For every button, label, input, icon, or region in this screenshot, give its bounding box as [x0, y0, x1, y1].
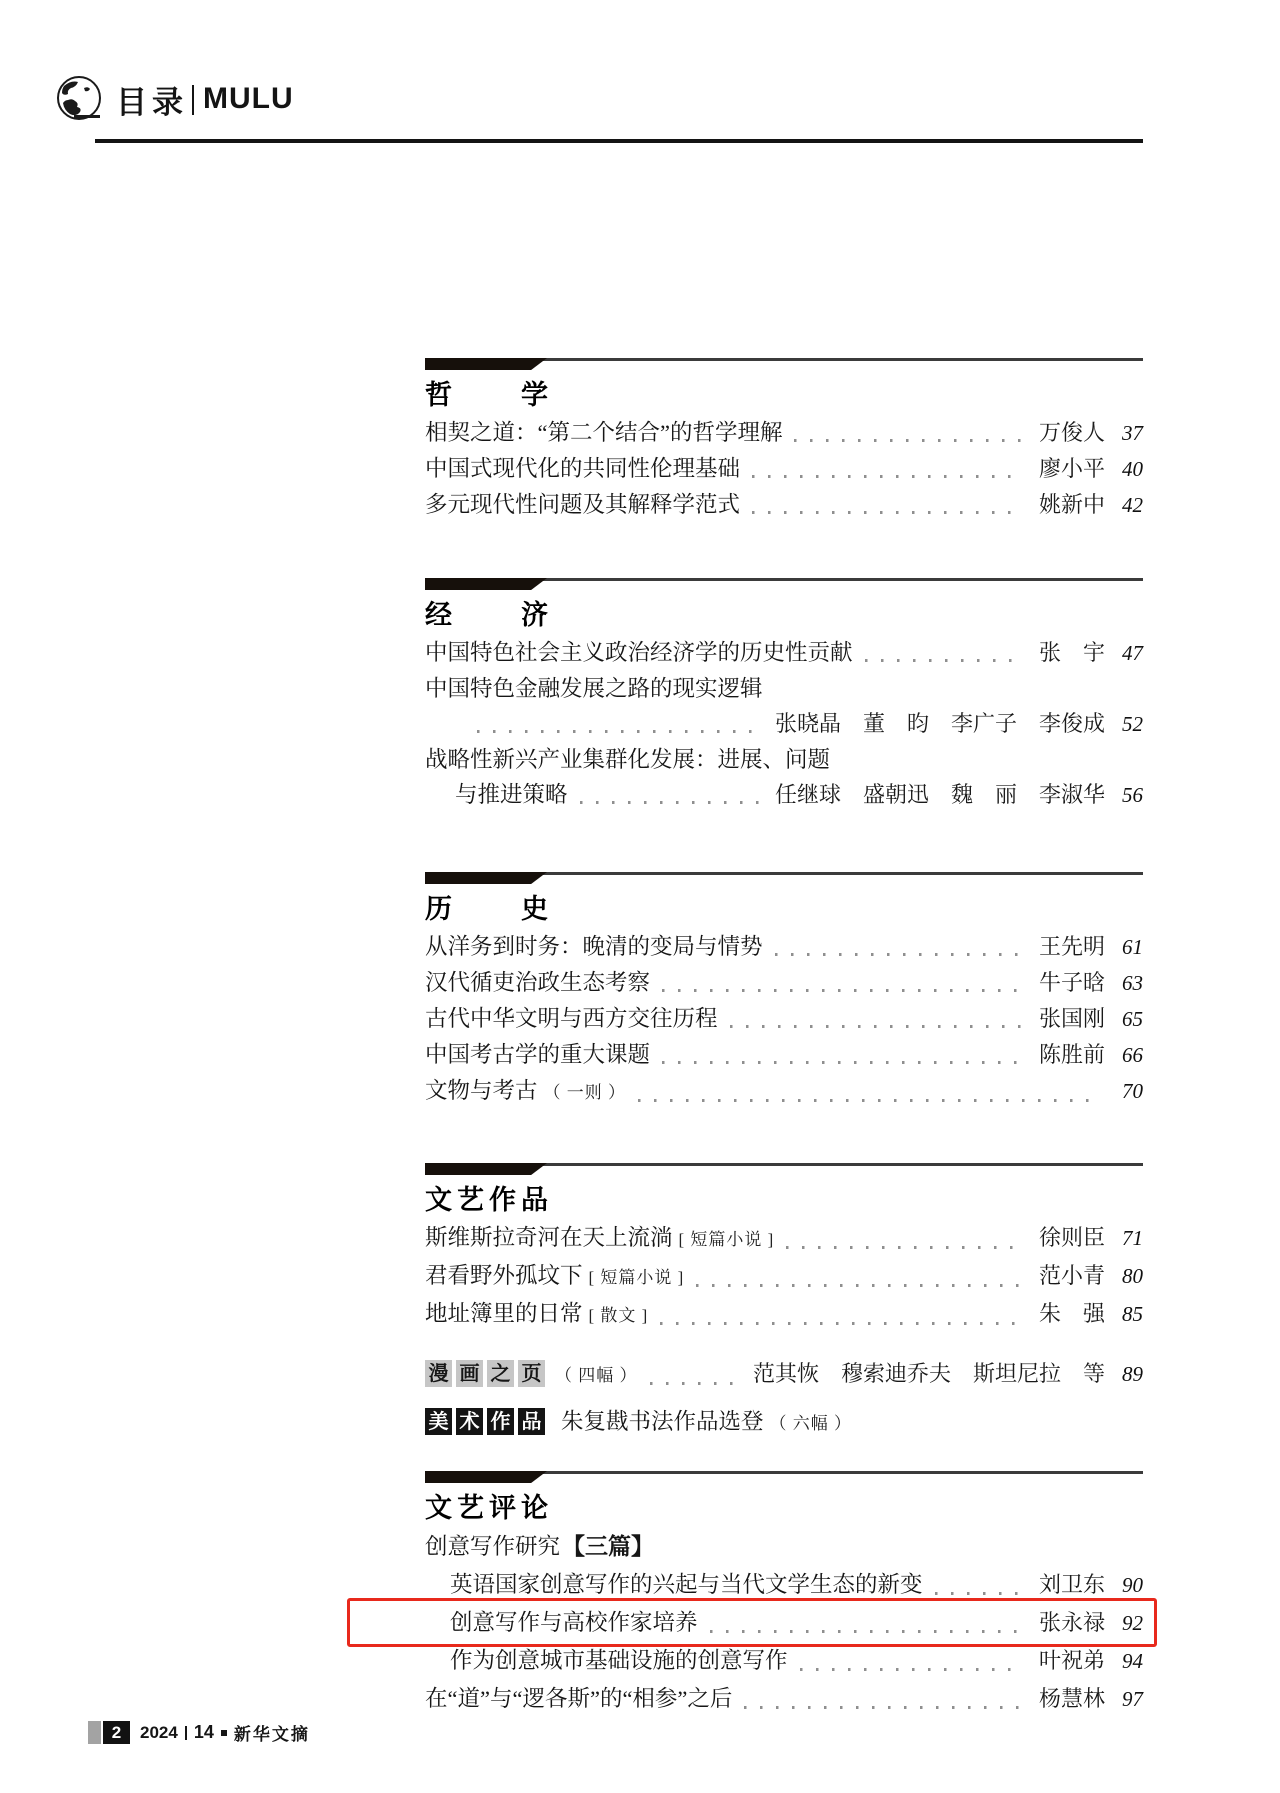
entry-page-number: 70 — [1122, 1079, 1143, 1103]
section-divider-thick-block — [425, 1163, 547, 1175]
entry-authors: 徐则臣 — [1038, 1225, 1105, 1250]
section-entry-list — [425, 929, 1143, 1111]
dotted-leader — [650, 1382, 737, 1385]
entry-title: 创意写作与高校作家培养 — [450, 1610, 698, 1635]
toc-entry-row — [425, 415, 1143, 451]
entry-genre-tag: （ 四幅 ） — [555, 1366, 638, 1385]
section-divider-thick-block — [425, 578, 547, 590]
dotted-leader — [730, 1025, 1023, 1028]
entry-page-number: 61 — [1122, 935, 1143, 959]
entry-page-number: 42 — [1122, 493, 1143, 517]
section-entry-list — [425, 1528, 1143, 1718]
entry-title: 中国特色社会主义政治经济学的历史性贡献 — [425, 640, 853, 665]
dotted-leader — [662, 989, 1023, 992]
entry-authors: 张国刚 — [1038, 1006, 1105, 1031]
dotted-leader — [580, 801, 759, 804]
entry-page-number: 85 — [1122, 1302, 1143, 1326]
entry-title: 朱复戡书法作品选登 — [561, 1409, 764, 1434]
entry-title: 在“道”与“逻各斯”的“相参”之后 — [425, 1686, 733, 1711]
section-divider-thick-block — [425, 1471, 547, 1483]
toc-entry-row — [425, 1566, 1143, 1604]
entry-authors: 张永禄 — [1038, 1610, 1105, 1635]
folio-page-number: 2 — [103, 1721, 130, 1744]
section-divider-bar — [425, 578, 1143, 590]
section-title: 哲 学 — [425, 380, 553, 410]
toc-entry-row — [425, 1642, 1143, 1680]
footer-year: 2024 — [140, 1722, 178, 1742]
section-entry-list — [425, 1220, 1143, 1442]
header-title-pinyin: MULU — [203, 82, 294, 115]
footer-issue-number: 14 — [193, 1722, 214, 1742]
dotted-leader — [786, 1246, 1023, 1249]
entry-authors: 王先明 — [1038, 934, 1105, 959]
dotted-leader — [744, 1706, 1023, 1709]
entry-page-number: 97 — [1122, 1687, 1143, 1711]
entry-title: 作为创意城市基础设施的创意写作 — [450, 1648, 788, 1673]
entry-title: 战略性新兴产业集群化发展：进展、问题 — [425, 747, 831, 772]
entry-genre-tag: [ 短篇小说 ] — [588, 1268, 685, 1287]
entry-title: 文物与考古 — [425, 1078, 538, 1103]
dotted-leader — [662, 1061, 1023, 1064]
entry-title: 创意写作研究 — [425, 1534, 561, 1559]
toc-entry-row — [425, 1404, 1143, 1442]
entry-authors: 万俊人 — [1038, 420, 1105, 445]
footer-square-bullet-icon — [221, 1730, 227, 1736]
entry-page-number: 89 — [1122, 1362, 1143, 1386]
entry-title: 君看野外孤坟下 — [425, 1263, 583, 1288]
toc-entry-row — [425, 1528, 1143, 1566]
dotted-leader — [752, 475, 1023, 478]
toc-entry-row — [425, 671, 1143, 706]
dotted-leader — [800, 1668, 1023, 1671]
section-entry-list — [425, 415, 1143, 523]
toc-entry-row — [425, 1680, 1143, 1718]
toc-entry-row — [425, 777, 1143, 813]
boxed-label-char: 之 — [487, 1360, 514, 1387]
entry-authors: 陈胜前 — [1038, 1042, 1105, 1067]
footer-divider — [185, 1726, 187, 1740]
boxed-label-char: 作 — [487, 1408, 514, 1435]
footer-magazine-name: 新华文摘 — [233, 1725, 310, 1744]
entry-title: 古代中华文明与西方交往历程 — [425, 1006, 718, 1031]
header-divider — [192, 85, 194, 115]
entry-authors: 姚新中 — [1038, 492, 1105, 517]
entry-authors: 杨慧林 — [1038, 1686, 1105, 1711]
entry-page-number: 37 — [1122, 421, 1143, 445]
section-divider-bar — [425, 1163, 1143, 1175]
section-literary-criticism — [425, 1471, 1143, 1718]
entry-page-number: 65 — [1122, 1007, 1143, 1031]
toc-entry-row — [425, 635, 1143, 671]
entry-authors: 刘卫东 — [1038, 1572, 1105, 1597]
entry-authors: 范小青 — [1038, 1263, 1105, 1288]
boxed-label-char: 漫 — [425, 1360, 452, 1387]
section-divider-bar — [425, 358, 1143, 370]
entry-genre-tag: [ 散文 ] — [588, 1306, 649, 1325]
entry-page-number: 66 — [1122, 1043, 1143, 1067]
section-economics — [425, 578, 1143, 813]
entry-authors: 任继球 盛朝迅 魏 丽 李淑华 — [774, 782, 1105, 807]
dotted-leader — [660, 1322, 1023, 1325]
dotted-leader — [477, 730, 759, 733]
entry-title: 斯维斯拉奇河在天上流淌 — [425, 1225, 673, 1250]
entry-authors: 廖小平 — [1038, 456, 1105, 481]
entry-page-number: 94 — [1122, 1649, 1143, 1673]
entry-authors: 张晓晶 董 昀 李广子 李俊成 — [774, 711, 1105, 736]
boxed-label-char: 术 — [456, 1408, 483, 1435]
dotted-leader — [794, 439, 1023, 442]
section-title: 文艺评论 — [425, 1493, 553, 1523]
toc-entry-row — [425, 1604, 1143, 1642]
section-history — [425, 872, 1143, 1111]
dotted-leader — [752, 511, 1023, 514]
entry-page-number: 56 — [1122, 783, 1143, 807]
entry-page-number: 92 — [1122, 1611, 1143, 1635]
boxed-label-char: 画 — [456, 1360, 483, 1387]
entry-page-number: 40 — [1122, 457, 1143, 481]
entry-title: 英语国家创意写作的兴起与当代文学生态的新变 — [450, 1572, 923, 1597]
toc-entry-row — [425, 1073, 1143, 1111]
toc-entry-row — [425, 965, 1143, 1001]
toc-entry-row — [425, 1356, 1143, 1394]
dotted-leader — [935, 1592, 1023, 1595]
boxed-label — [425, 1360, 549, 1387]
entry-title: 地址簿里的日常 — [425, 1301, 583, 1326]
entry-genre-tag: [ 短篇小说 ] — [678, 1230, 775, 1249]
entry-authors: 朱 强 — [1038, 1301, 1105, 1326]
section-entry-list — [425, 635, 1143, 813]
boxed-label-char: 页 — [518, 1360, 545, 1387]
toc-entry-row — [425, 1220, 1143, 1258]
page-footer — [88, 1720, 310, 1745]
toc-entry-row — [425, 487, 1143, 523]
section-divider-thick-block — [425, 872, 547, 884]
entry-count-tag: 【三篇】 — [562, 1534, 655, 1559]
entry-page-number: 47 — [1122, 641, 1143, 665]
dotted-leader — [638, 1099, 1089, 1102]
dotted-leader — [865, 659, 1023, 662]
footer-gray-block — [88, 1721, 101, 1744]
entry-genre-tag: （ 一则 ） — [543, 1083, 627, 1102]
toc-entry-row — [425, 1037, 1143, 1073]
entry-authors: 范其恢 穆索迪乔夫 斯坦尼拉 等 — [752, 1361, 1105, 1386]
section-divider-bar — [425, 872, 1143, 884]
section-philosophy — [425, 358, 1143, 523]
section-title: 历 史 — [425, 894, 553, 924]
entry-title: 中国式现代化的共同性伦理基础 — [425, 456, 741, 481]
boxed-label — [425, 1408, 549, 1435]
entry-authors: 叶祝弟 — [1038, 1648, 1105, 1673]
entry-title: 汉代循吏治政生态考察 — [425, 970, 651, 995]
entry-page-number: 52 — [1122, 712, 1143, 736]
entry-title: 中国特色金融发展之路的现实逻辑 — [425, 676, 763, 701]
dotted-leader — [775, 953, 1023, 956]
globe-logo-icon — [54, 74, 104, 124]
header-title-chinese: 目录 — [116, 84, 188, 120]
toc-entry-row — [425, 1258, 1143, 1296]
entry-page-number: 63 — [1122, 971, 1143, 995]
dotted-leader — [696, 1284, 1023, 1287]
toc-entry-row — [425, 1001, 1143, 1037]
page-header — [54, 74, 294, 124]
toc-entry-row — [425, 929, 1143, 965]
section-literary-works — [425, 1163, 1143, 1442]
toc-entry-row — [425, 706, 1143, 742]
boxed-label-char: 美 — [425, 1408, 452, 1435]
entry-page-number: 71 — [1122, 1226, 1143, 1250]
entry-title: 从洋务到时务：晚清的变局与情势 — [425, 934, 763, 959]
section-divider-thick-block — [425, 358, 547, 370]
entry-authors: 张 宇 — [1038, 640, 1105, 665]
dotted-leader — [710, 1630, 1023, 1633]
toc-entry-row — [425, 1296, 1143, 1334]
section-divider-bar — [425, 1471, 1143, 1483]
entry-title: 中国考古学的重大课题 — [425, 1042, 651, 1067]
toc-entry-row — [425, 742, 1143, 777]
section-title: 经 济 — [425, 600, 553, 630]
entry-genre-tag: （ 六幅 ） — [769, 1414, 853, 1433]
entry-title: 多元现代性问题及其解释学范式 — [425, 492, 741, 517]
entry-page-number: 90 — [1122, 1573, 1143, 1597]
toc-content-column — [425, 0, 1143, 1718]
section-title: 文艺作品 — [425, 1185, 553, 1215]
boxed-label-char: 品 — [518, 1408, 545, 1435]
toc-entry-row — [425, 451, 1143, 487]
entry-title: 与推进策略 — [455, 782, 568, 807]
entry-page-number: 80 — [1122, 1264, 1143, 1288]
entry-title: 相契之道：“第二个结合”的哲学理解 — [425, 420, 783, 445]
entry-authors: 牛子晗 — [1038, 970, 1105, 995]
